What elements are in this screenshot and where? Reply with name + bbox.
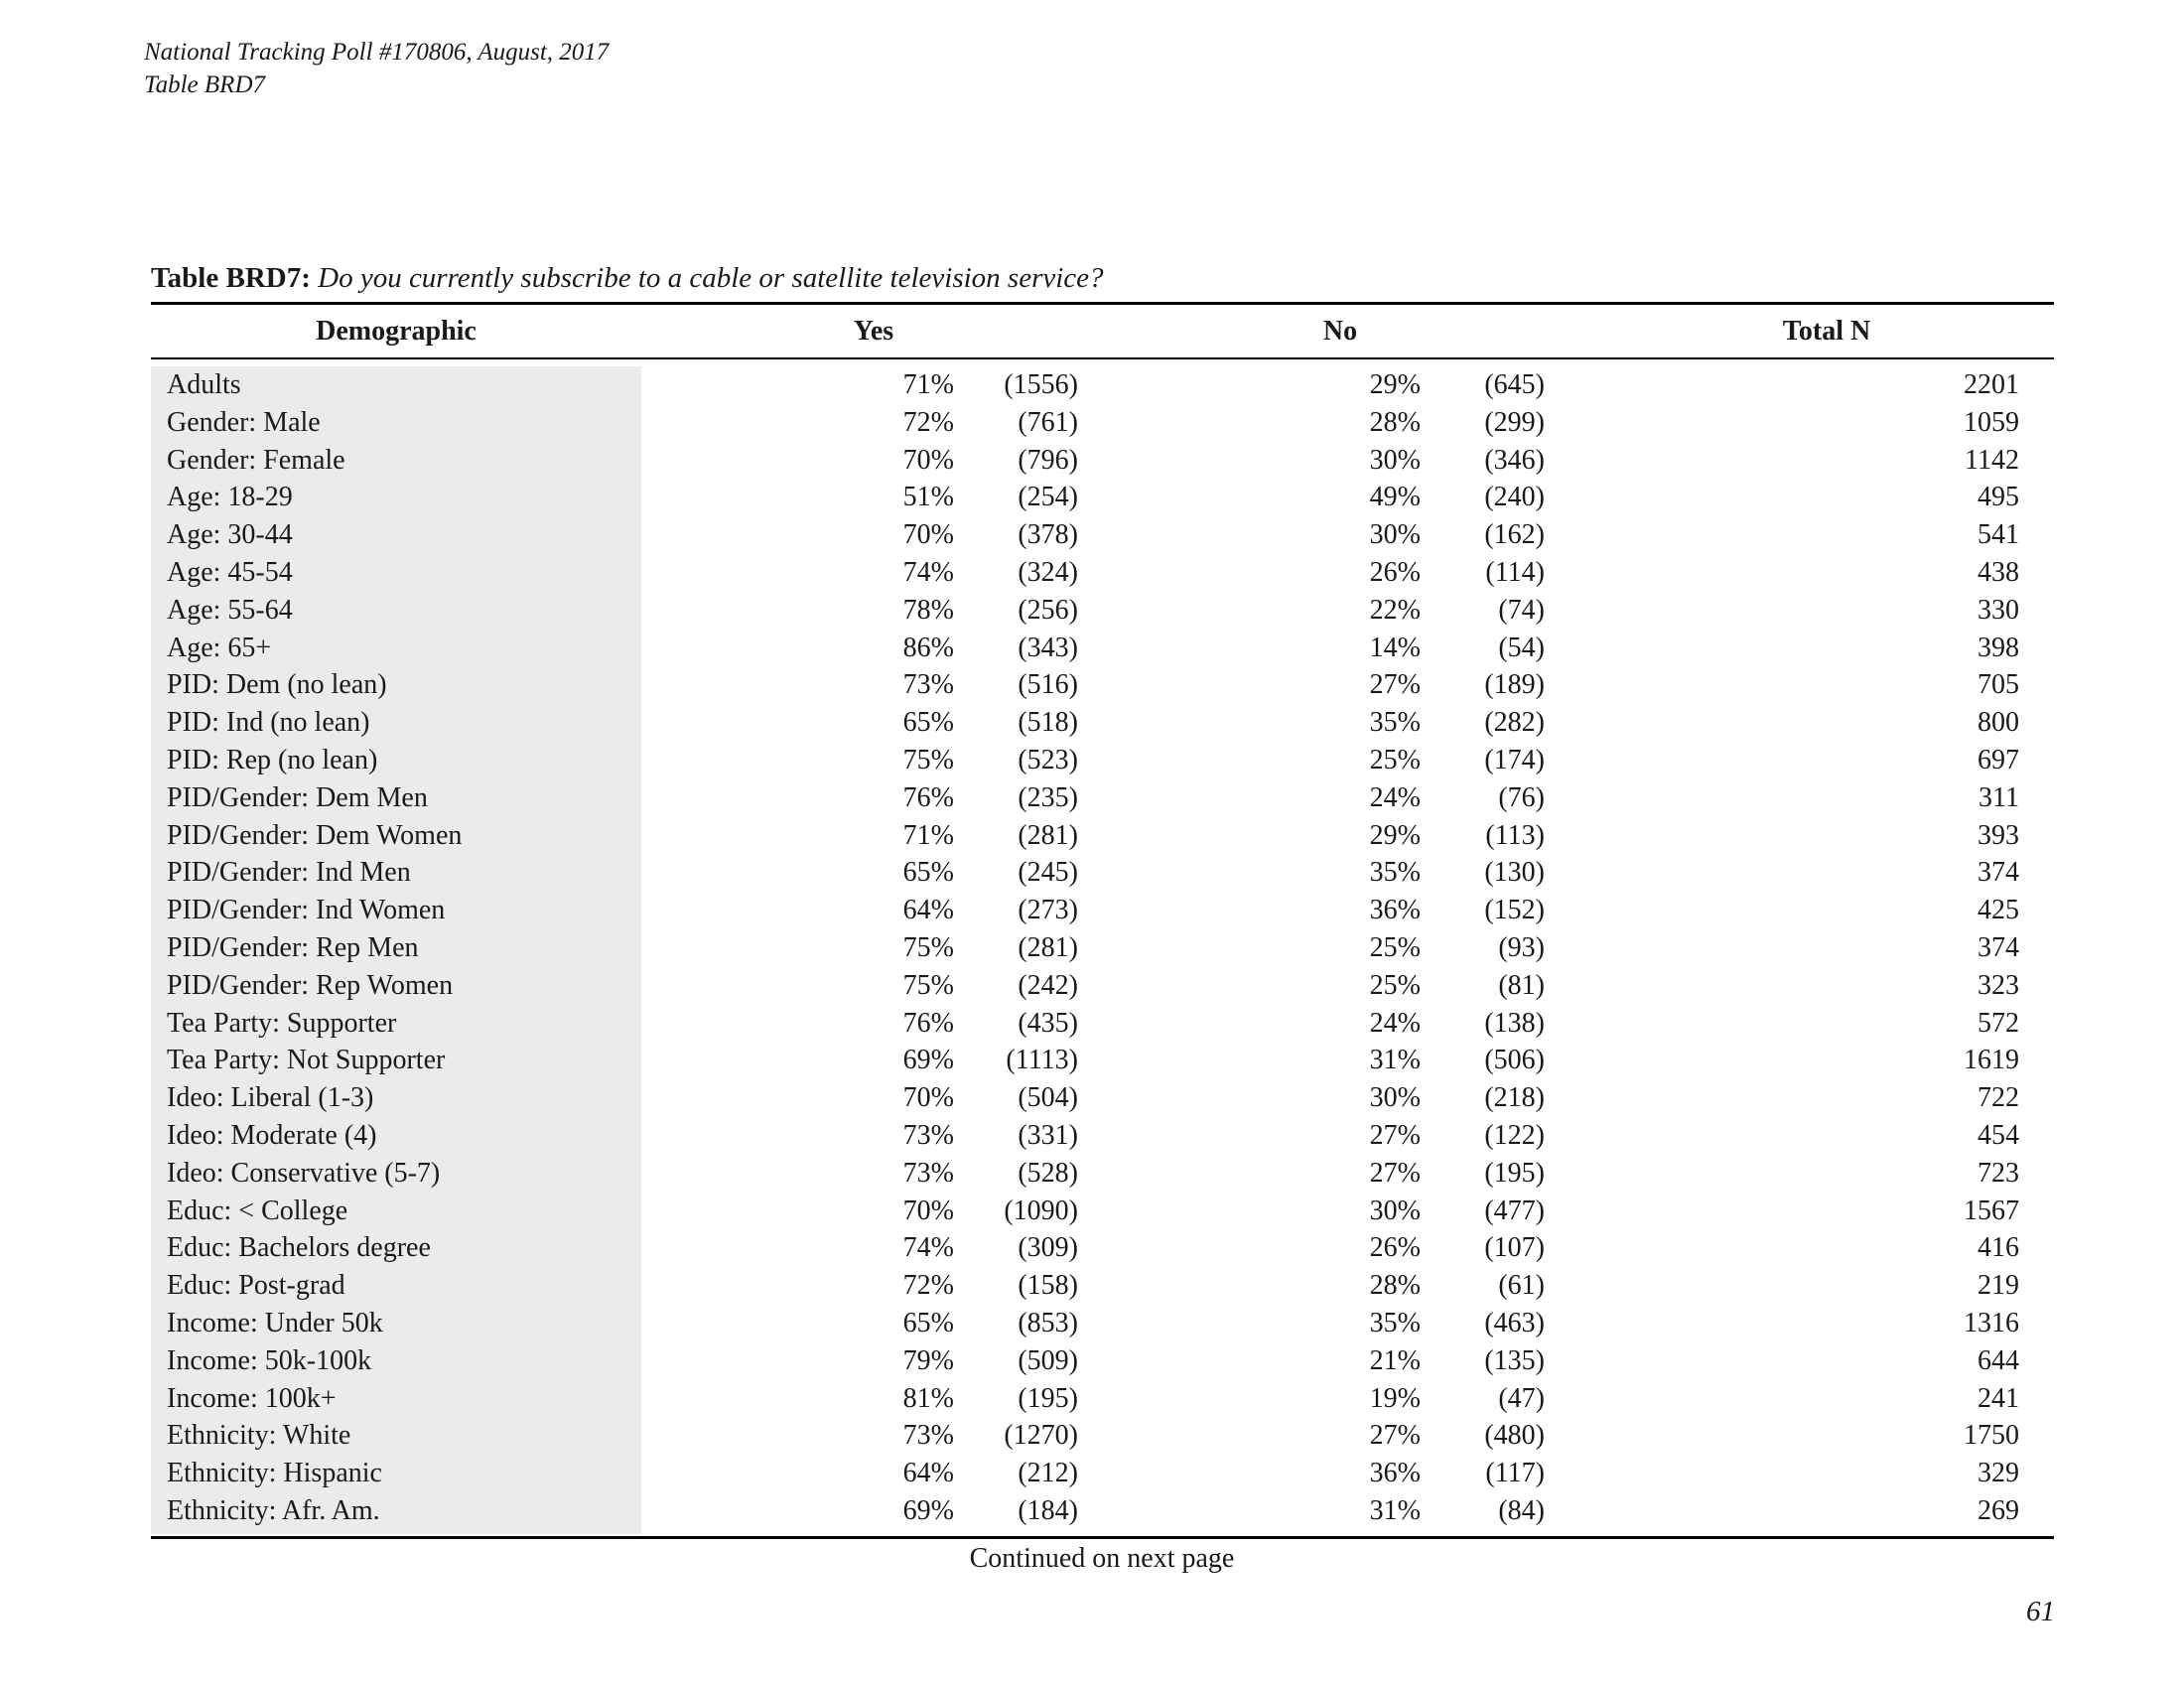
yes-count: (235) — [1018, 781, 1078, 813]
table-caption — [151, 260, 1104, 296]
table-top-rule — [151, 302, 2054, 305]
yes-percent: 75% — [902, 744, 954, 775]
no-count: (84) — [1498, 1494, 1545, 1526]
table-row — [151, 1229, 2054, 1267]
no-count: (282) — [1484, 707, 1545, 739]
row-label: Income: Under 50k — [167, 1307, 383, 1338]
no-percent: 25% — [1369, 744, 1421, 775]
caption-label: Table BRD7: — [151, 262, 311, 294]
yes-percent: 75% — [902, 931, 954, 963]
table-row — [151, 1155, 2054, 1193]
row-label: Ideo: Moderate (4) — [167, 1119, 377, 1151]
no-count: (463) — [1484, 1307, 1545, 1338]
row-label: PID: Ind (no lean) — [167, 707, 370, 739]
no-count: (477) — [1484, 1195, 1545, 1226]
total-n: 374 — [1978, 931, 2019, 963]
no-count: (240) — [1484, 482, 1545, 513]
row-label: Income: 100k+ — [167, 1382, 337, 1414]
yes-count: (1270) — [1004, 1420, 1078, 1452]
table-row — [151, 366, 2054, 404]
yes-count: (1113) — [1006, 1045, 1078, 1076]
yes-percent: 65% — [902, 707, 954, 739]
column-header-no: No — [1322, 316, 1358, 347]
total-n: 1316 — [1964, 1307, 2019, 1338]
yes-count: (212) — [1018, 1458, 1078, 1489]
table-row — [151, 742, 2054, 779]
yes-percent: 74% — [902, 556, 954, 588]
total-n: 697 — [1978, 744, 2019, 775]
no-percent: 31% — [1369, 1494, 1421, 1526]
total-n: 454 — [1978, 1119, 2019, 1151]
yes-percent: 75% — [902, 969, 954, 1001]
table-row — [151, 817, 2054, 855]
row-label: Age: 18-29 — [167, 482, 293, 513]
yes-percent: 74% — [902, 1232, 954, 1264]
no-percent: 49% — [1369, 482, 1421, 513]
yes-count: (528) — [1018, 1157, 1078, 1189]
no-count: (480) — [1484, 1420, 1545, 1452]
table-body — [151, 366, 2054, 1530]
page-number: 61 — [2026, 1596, 2055, 1627]
yes-count: (273) — [1018, 895, 1078, 926]
yes-percent: 72% — [902, 406, 954, 438]
no-percent: 30% — [1369, 519, 1421, 551]
no-count: (346) — [1484, 444, 1545, 476]
no-count: (135) — [1484, 1344, 1545, 1376]
table-row — [151, 704, 2054, 742]
yes-count: (256) — [1018, 594, 1078, 626]
table-row — [151, 1305, 2054, 1342]
no-percent: 35% — [1369, 857, 1421, 889]
table-row — [151, 1380, 2054, 1418]
yes-count: (281) — [1018, 819, 1078, 851]
row-label: Age: 65+ — [167, 632, 272, 663]
no-percent: 24% — [1369, 1007, 1421, 1039]
no-percent: 28% — [1369, 1270, 1421, 1302]
row-label: PID/Gender: Ind Men — [167, 857, 411, 889]
table-row — [151, 554, 2054, 592]
no-count: (162) — [1484, 519, 1545, 551]
no-percent: 28% — [1369, 406, 1421, 438]
no-percent: 30% — [1369, 444, 1421, 476]
row-label: Ethnicity: Afr. Am. — [167, 1494, 380, 1526]
table-row — [151, 967, 2054, 1005]
row-label: Age: 30-44 — [167, 519, 293, 551]
total-n: 425 — [1978, 895, 2019, 926]
no-percent: 27% — [1369, 1420, 1421, 1452]
table-row — [151, 1193, 2054, 1230]
total-n: 241 — [1978, 1382, 2019, 1414]
yes-percent: 79% — [902, 1344, 954, 1376]
no-count: (645) — [1484, 369, 1545, 400]
row-label: Ethnicity: Hispanic — [167, 1458, 382, 1489]
table-row — [151, 666, 2054, 704]
total-n: 393 — [1978, 819, 2019, 851]
no-percent: 21% — [1369, 1344, 1421, 1376]
total-n: 541 — [1978, 519, 2019, 551]
no-count: (54) — [1498, 632, 1545, 663]
no-percent: 36% — [1369, 1458, 1421, 1489]
no-count: (189) — [1484, 669, 1545, 701]
total-n: 572 — [1978, 1007, 2019, 1039]
table-id: Table BRD7 — [144, 71, 265, 98]
yes-percent: 73% — [902, 669, 954, 701]
total-n: 722 — [1978, 1082, 2019, 1114]
total-n: 1619 — [1964, 1045, 2019, 1076]
table-row — [151, 1005, 2054, 1043]
row-label: PID/Gender: Rep Men — [167, 931, 419, 963]
row-label: Ethnicity: White — [167, 1420, 351, 1452]
no-percent: 14% — [1369, 632, 1421, 663]
total-n: 1750 — [1964, 1420, 2019, 1452]
no-count: (195) — [1484, 1157, 1545, 1189]
total-n: 2201 — [1964, 369, 2019, 400]
yes-count: (509) — [1018, 1344, 1078, 1376]
no-count: (174) — [1484, 744, 1545, 775]
yes-percent: 70% — [902, 1195, 954, 1226]
no-percent: 26% — [1369, 1232, 1421, 1264]
no-percent: 30% — [1369, 1082, 1421, 1114]
yes-percent: 73% — [902, 1157, 954, 1189]
no-percent: 35% — [1369, 707, 1421, 739]
table-row — [151, 1267, 2054, 1305]
no-count: (76) — [1498, 781, 1545, 813]
no-percent: 27% — [1369, 1119, 1421, 1151]
row-label: Gender: Female — [167, 444, 345, 476]
row-label: Educ: Bachelors degree — [167, 1232, 431, 1264]
no-percent: 19% — [1369, 1382, 1421, 1414]
row-label: PID/Gender: Dem Women — [167, 819, 463, 851]
row-label: Educ: < College — [167, 1195, 348, 1226]
yes-count: (378) — [1018, 519, 1078, 551]
yes-percent: 73% — [902, 1420, 954, 1452]
yes-count: (184) — [1018, 1494, 1078, 1526]
caption-question: Do you currently subscribe to a cable or satellite television service? — [318, 262, 1104, 294]
no-percent: 26% — [1369, 556, 1421, 588]
table-row — [151, 479, 2054, 516]
yes-percent: 76% — [902, 1007, 954, 1039]
yes-count: (518) — [1018, 707, 1078, 739]
total-n: 1059 — [1964, 406, 2019, 438]
yes-count: (245) — [1018, 857, 1078, 889]
row-label: Tea Party: Not Supporter — [167, 1045, 446, 1076]
yes-percent: 64% — [902, 895, 954, 926]
table-bottom-rule — [151, 1536, 2054, 1539]
column-header-total: Total N — [1782, 316, 1871, 347]
yes-count: (435) — [1018, 1007, 1078, 1039]
yes-percent: 81% — [902, 1382, 954, 1414]
yes-count: (324) — [1018, 556, 1078, 588]
row-label: Ideo: Liberal (1-3) — [167, 1082, 374, 1114]
no-count: (61) — [1498, 1270, 1545, 1302]
no-count: (218) — [1484, 1082, 1545, 1114]
yes-count: (331) — [1018, 1119, 1078, 1151]
yes-percent: 65% — [902, 857, 954, 889]
table-row — [151, 1342, 2054, 1380]
row-label: Income: 50k-100k — [167, 1344, 372, 1376]
running-header — [144, 36, 609, 101]
table-row — [151, 779, 2054, 817]
yes-percent: 64% — [902, 1458, 954, 1489]
no-percent: 22% — [1369, 594, 1421, 626]
yes-percent: 72% — [902, 1270, 954, 1302]
total-n: 323 — [1978, 969, 2019, 1001]
row-label: Age: 55-64 — [167, 594, 293, 626]
yes-count: (1556) — [1004, 369, 1078, 400]
no-percent: 25% — [1369, 969, 1421, 1001]
total-n: 269 — [1978, 1494, 2019, 1526]
no-count: (117) — [1485, 1458, 1545, 1489]
yes-percent: 76% — [902, 781, 954, 813]
no-count: (107) — [1484, 1232, 1545, 1264]
total-n: 800 — [1978, 707, 2019, 739]
no-percent: 36% — [1369, 895, 1421, 926]
poll-title: National Tracking Poll #170806, August, 2017 — [144, 39, 610, 66]
yes-percent: 69% — [902, 1494, 954, 1526]
row-label: PID/Gender: Dem Men — [167, 781, 428, 813]
no-count: (130) — [1484, 857, 1545, 889]
total-n: 398 — [1978, 632, 2019, 663]
yes-count: (343) — [1018, 632, 1078, 663]
no-percent: 30% — [1369, 1195, 1421, 1226]
table-row — [151, 1079, 2054, 1117]
continued-note: Continued on next page — [969, 1543, 1235, 1574]
no-percent: 31% — [1369, 1045, 1421, 1076]
column-header-demographic: Demographic — [316, 316, 477, 347]
yes-percent: 86% — [902, 632, 954, 663]
yes-count: (281) — [1018, 931, 1078, 963]
no-count: (152) — [1484, 895, 1545, 926]
yes-count: (195) — [1018, 1382, 1078, 1414]
table-row — [151, 854, 2054, 892]
no-percent: 27% — [1369, 1157, 1421, 1189]
yes-percent: 65% — [902, 1307, 954, 1338]
no-count: (114) — [1485, 556, 1545, 588]
total-n: 330 — [1978, 594, 2019, 626]
row-label: Adults — [167, 369, 241, 400]
table-row — [151, 630, 2054, 667]
total-n: 644 — [1978, 1344, 2019, 1376]
no-count: (299) — [1484, 406, 1545, 438]
table-row — [151, 1492, 2054, 1530]
total-n: 311 — [1979, 781, 2019, 813]
yes-count: (516) — [1018, 669, 1078, 701]
no-count: (81) — [1498, 969, 1545, 1001]
row-label: Tea Party: Supporter — [167, 1007, 397, 1039]
table-row — [151, 929, 2054, 967]
yes-count: (761) — [1018, 406, 1078, 438]
table-row — [151, 1455, 2054, 1492]
yes-count: (242) — [1018, 969, 1078, 1001]
no-count: (138) — [1484, 1007, 1545, 1039]
no-percent: 29% — [1369, 819, 1421, 851]
table-row — [151, 1417, 2054, 1455]
yes-percent: 71% — [902, 369, 954, 400]
total-n: 329 — [1978, 1458, 2019, 1489]
yes-count: (309) — [1018, 1232, 1078, 1264]
row-label: PID: Dem (no lean) — [167, 669, 387, 701]
no-percent: 27% — [1369, 669, 1421, 701]
no-percent: 24% — [1369, 781, 1421, 813]
total-n: 1142 — [1965, 444, 2019, 476]
yes-percent: 78% — [902, 594, 954, 626]
total-n: 1567 — [1964, 1195, 2019, 1226]
yes-percent: 70% — [902, 444, 954, 476]
row-label: Age: 45-54 — [167, 556, 293, 588]
yes-percent: 69% — [902, 1045, 954, 1076]
yes-count: (853) — [1018, 1307, 1078, 1338]
table-row — [151, 404, 2054, 442]
no-percent: 35% — [1369, 1307, 1421, 1338]
yes-percent: 51% — [902, 482, 954, 513]
no-count: (122) — [1484, 1119, 1545, 1151]
table-header-rule — [151, 357, 2054, 359]
no-percent: 29% — [1369, 369, 1421, 400]
row-label: PID/Gender: Rep Women — [167, 969, 454, 1001]
row-label: Gender: Male — [167, 406, 321, 438]
total-n: 374 — [1978, 857, 2019, 889]
no-count: (113) — [1485, 819, 1545, 851]
row-label: PID: Rep (no lean) — [167, 744, 378, 775]
yes-count: (523) — [1018, 744, 1078, 775]
yes-percent: 70% — [902, 519, 954, 551]
yes-count: (1090) — [1004, 1195, 1078, 1226]
column-header-yes: Yes — [853, 316, 894, 347]
yes-count: (158) — [1018, 1270, 1078, 1302]
row-label: PID/Gender: Ind Women — [167, 895, 446, 926]
total-n: 416 — [1978, 1232, 2019, 1264]
no-count: (74) — [1498, 594, 1545, 626]
no-count: (506) — [1484, 1045, 1545, 1076]
row-label: Educ: Post-grad — [167, 1270, 345, 1302]
total-n: 495 — [1978, 482, 2019, 513]
table-row — [151, 1042, 2054, 1079]
yes-percent: 70% — [902, 1082, 954, 1114]
total-n: 723 — [1978, 1157, 2019, 1189]
table-row — [151, 1117, 2054, 1155]
total-n: 438 — [1978, 556, 2019, 588]
yes-count: (504) — [1018, 1082, 1078, 1114]
table-row — [151, 592, 2054, 630]
yes-percent: 71% — [902, 819, 954, 851]
yes-count: (254) — [1018, 482, 1078, 513]
table-row — [151, 892, 2054, 929]
table-row — [151, 442, 2054, 480]
row-label: Ideo: Conservative (5-7) — [167, 1157, 441, 1189]
no-percent: 25% — [1369, 931, 1421, 963]
total-n: 705 — [1978, 669, 2019, 701]
table-row — [151, 516, 2054, 554]
yes-percent: 73% — [902, 1119, 954, 1151]
total-n: 219 — [1978, 1270, 2019, 1302]
yes-count: (796) — [1018, 444, 1078, 476]
no-count: (93) — [1498, 931, 1545, 963]
no-count: (47) — [1498, 1382, 1545, 1414]
